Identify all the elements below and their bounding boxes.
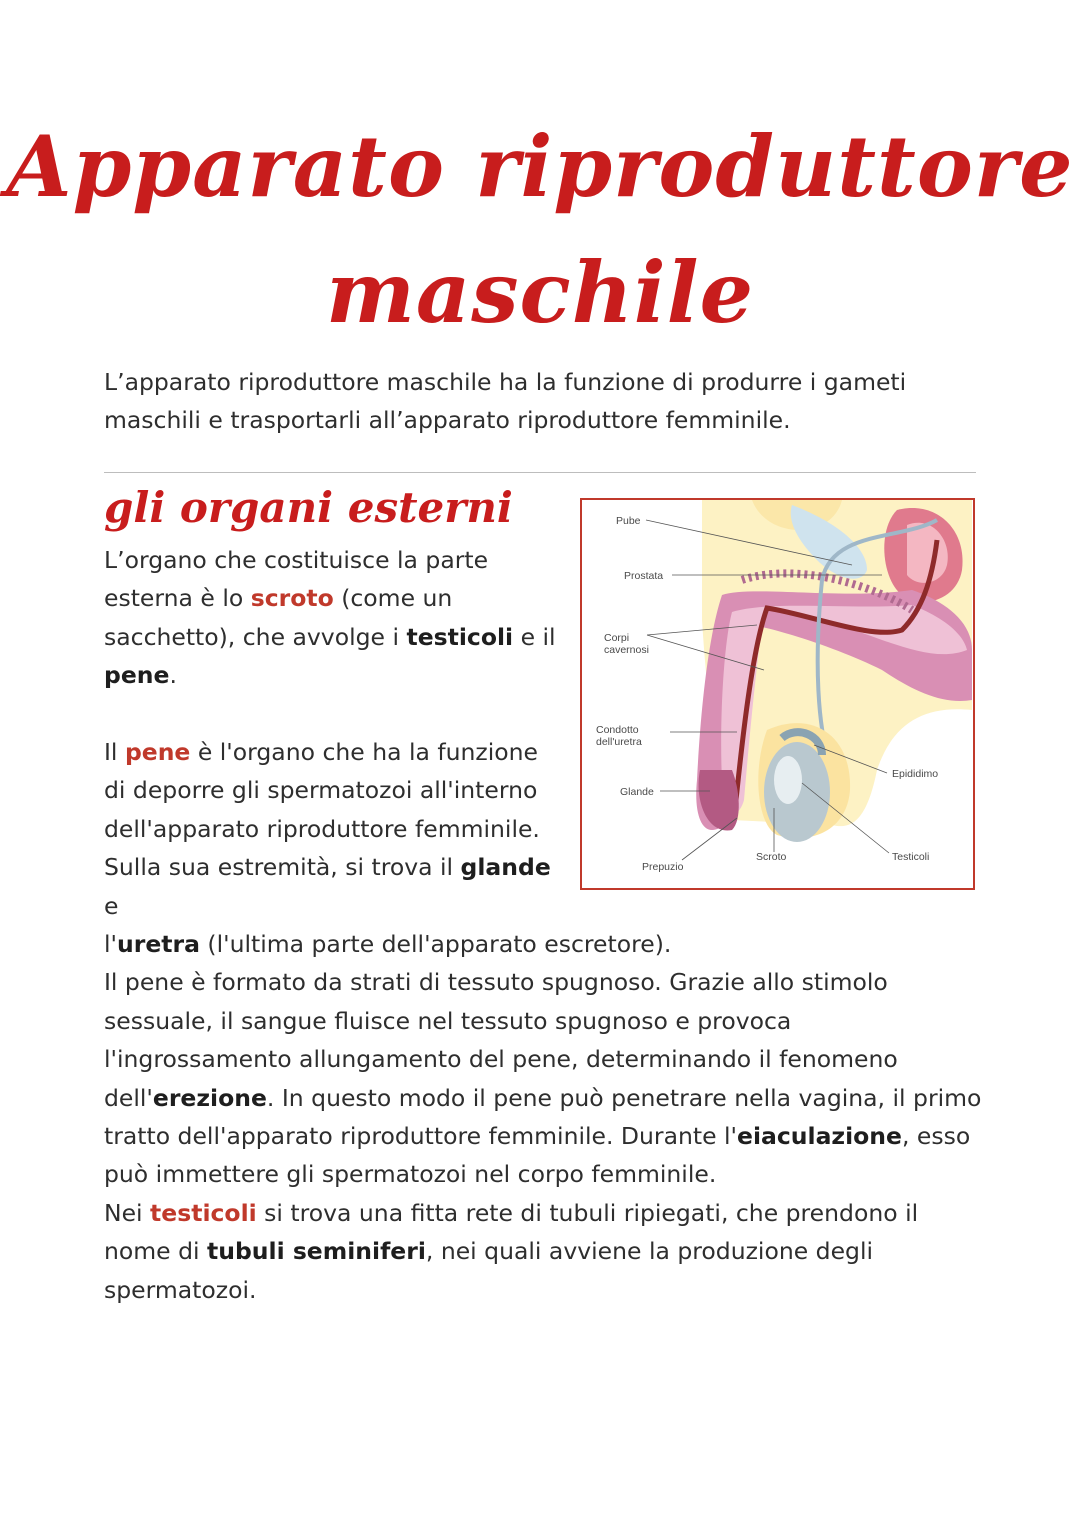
term-scroto: scroto (250, 584, 334, 613)
section-title: gli organi esterni (104, 483, 513, 532)
term-testicoli-red: testicoli (150, 1198, 257, 1227)
term-uretra: uretra (117, 930, 200, 958)
page-title-line-1: Apparato riproduttore (6, 117, 1074, 216)
intro-paragraph: L’apparato riproduttore maschile ha la funzione di produrre i gameti maschili e trasportarli all’apparato riproduttore femminile. (104, 368, 907, 435)
term-glande: glande (460, 853, 551, 882)
label-pube: Pube (616, 515, 641, 527)
page-title-line-2: maschile (325, 243, 755, 342)
anatomy-figure (580, 498, 975, 890)
label-condotto: Condotto (596, 724, 639, 736)
anatomy-illustration (582, 500, 972, 887)
term-pene: pene (104, 661, 170, 690)
body-paragraph: l'uretra (l'ultima parte dell'apparato escretore). Il pene è formato da strati di tessuto spugnoso. Grazie allo stimolo sessuale, il sangue fluisce nel tessuto spugnoso e provoca l'ingrossamento allungamento del pene, determinando il fenomeno dell'erezione. In questo modo il pene può penetrare nella vagina, il primo tratto dell'apparato riproduttore femminile. Durante l'eiaculazione, esso può immettere gli spermatozoi nel corpo femminile. Nei testicoli si trova una fitta rete di tubuli ripiegati, che prendono il nome di tubuli seminiferi, nei quali avviene la produzione degli spermatozoi. (104, 930, 982, 1304)
label-prostata: Prostata (624, 570, 664, 582)
term-tubuli-seminiferi: tubuli seminiferi (207, 1237, 426, 1266)
term-eiaculazione: eiaculazione (737, 1122, 902, 1151)
term-erezione: erezione (152, 1083, 267, 1112)
label-epididimo: Epididimo (892, 768, 939, 780)
penis-paragraph: Il pene è l'organo che ha la funzione di deporre gli spermatozoi all'interno dell'apparato riproduttore femminile. Sulla sua estremità, si trova il glande e (104, 738, 551, 920)
term-testicoli: testicoli (406, 622, 514, 651)
label-glande: Glande (620, 786, 654, 798)
label-corpi: Corpi (604, 632, 630, 644)
divider (104, 472, 976, 473)
label-prepuzio: Prepuzio (642, 861, 684, 873)
term-pene-red: pene (124, 738, 191, 766)
label-scroto: Scroto (756, 851, 787, 863)
label-cavernosi: cavernosi (604, 644, 649, 656)
label-testicoli: Testicoli (892, 851, 930, 863)
organ-paragraph: L’organo che costituisce la parte esterna è lo scroto (come un sacchetto), che avvolge i testicoli e il pene. (104, 546, 556, 690)
label-delluretra: dell'uretra (596, 736, 642, 748)
